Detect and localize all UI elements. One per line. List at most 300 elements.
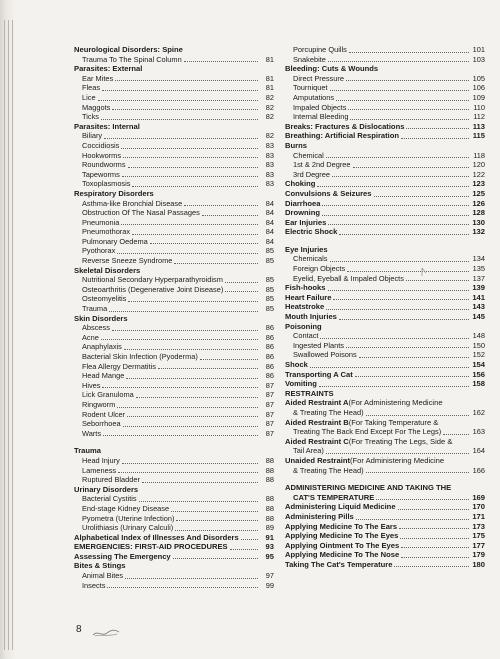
toc-section-heading: [74, 314, 274, 324]
toc-item: [74, 218, 274, 228]
dot-leader: [98, 100, 258, 101]
dot-leader: [330, 90, 469, 91]
toc-item: [74, 456, 274, 466]
dot-leader: [322, 205, 469, 206]
dot-leader: [399, 528, 469, 529]
dot-leader: [122, 176, 258, 177]
toc-item: [74, 523, 274, 533]
toc-page-number: 82: [265, 131, 274, 141]
toc-page-number: 88: [265, 494, 274, 504]
toc-entry-title: 1st & 2nd Degree: [293, 160, 351, 170]
toc-page-number: 171: [472, 511, 485, 521]
toc-section-heading: [285, 512, 485, 522]
toc-page-number: 173: [472, 521, 485, 531]
toc-entry-title: Trauma: [82, 304, 108, 314]
toc-item: [74, 581, 274, 591]
toc-item: [74, 141, 274, 151]
toc-page-number: 101: [472, 45, 485, 54]
toc-entry-title: Fish-hooks: [285, 283, 326, 293]
toc-page-number: 158: [472, 379, 485, 389]
toc-section-heading: [285, 131, 485, 141]
toc-entry-title: Administering Liquid Medicine: [285, 502, 396, 512]
dot-leader: [310, 367, 469, 368]
toc-item: [285, 341, 485, 351]
dot-leader: [112, 330, 258, 331]
toc-item: [74, 170, 274, 180]
toc-entry-title: Bleeding: Cuts & Wounds: [285, 64, 379, 74]
toc-page-number: 85: [265, 304, 274, 314]
dot-leader: [376, 499, 469, 500]
toc-page-number: 126: [472, 198, 485, 208]
dot-leader: [174, 263, 258, 264]
toc-page-number: 135: [472, 264, 485, 274]
toc-page-number: 170: [472, 502, 485, 512]
toc-item: [74, 429, 274, 439]
toc-page-number: 84: [265, 227, 274, 237]
toc-item: [285, 264, 485, 274]
toc-page-number: 86: [265, 342, 274, 352]
dot-leader: [401, 557, 469, 558]
toc-item: [74, 333, 274, 343]
dot-leader: [225, 291, 258, 292]
toc-section-heading: [74, 189, 274, 199]
toc-entry: [285, 398, 485, 408]
dot-leader: [328, 61, 469, 62]
dot-leader: [158, 368, 258, 369]
toc-entry-title: Foreign Objects: [293, 264, 346, 274]
toc-section-heading: [285, 541, 485, 551]
toc-section-heading: [285, 483, 485, 493]
toc-page-number: 84: [265, 217, 274, 227]
toc-entry-subtitle: Tail Area): [293, 446, 324, 456]
toc-entry-title: Biliary: [82, 131, 103, 141]
dot-leader: [125, 578, 258, 579]
toc-page-number: 156: [472, 369, 485, 379]
toc-entry-title: Parasites: External: [74, 64, 143, 74]
dot-leader: [241, 539, 258, 540]
toc-entry-title: Ringworm: [82, 399, 116, 409]
toc-entry-title: Roundworms: [82, 160, 126, 170]
toc-section-heading: [285, 283, 485, 293]
toc-section-heading: [285, 312, 485, 322]
toc-entry-title: Ear Injuries: [285, 217, 327, 227]
toc-section-heading: [285, 218, 485, 228]
toc-entry-subtitle: Treating The Back End Except For The Legs): [293, 427, 442, 437]
toc-entry: [285, 418, 485, 428]
toc-page-number: 88: [265, 513, 274, 523]
dot-leader: [353, 167, 469, 168]
toc-section-heading: [74, 561, 274, 571]
toc-entry-title: Nutritional Secondary Hyperparathyroidism: [82, 275, 223, 285]
toc-page-number: 85: [265, 256, 274, 266]
toc-item: [74, 352, 274, 362]
toc-item: [74, 494, 274, 504]
toc-entry-title: Heart Failure: [285, 292, 332, 302]
toc-entry-subtitle: & Treating The Head): [293, 465, 364, 475]
page-edge-line: [8, 20, 9, 650]
dot-leader: [115, 80, 258, 81]
toc-page-number: 125: [472, 188, 485, 198]
dot-leader: [184, 205, 258, 206]
toc-page-number: 87: [265, 390, 274, 400]
toc-entry-title: Aided Restraint A: [285, 398, 349, 408]
dot-leader: [333, 299, 469, 300]
toc-item: [74, 294, 274, 304]
dot-leader: [350, 119, 469, 120]
toc-page-number: 110: [473, 102, 485, 112]
toc-section-heading: [74, 552, 274, 562]
toc-entry-title: Alphabetical Index of Illnesses And Disorders: [74, 532, 239, 542]
toc-page-number: 84: [265, 236, 274, 246]
toc-page-number: 88: [265, 455, 274, 465]
toc-entry-title: Obstruction Of The Nasal Passages: [82, 208, 200, 218]
toc-section-heading: [285, 560, 485, 570]
dot-leader: [348, 109, 469, 110]
toc-entry-title: Ingested Plants: [293, 340, 344, 350]
toc-item: [285, 331, 485, 341]
toc-item: [74, 275, 274, 285]
toc-entry-title: Shock: [285, 360, 308, 369]
toc-page-number: 81: [265, 83, 274, 93]
dot-leader: [121, 224, 258, 225]
toc-entry-title: 3rd Degree: [293, 169, 330, 179]
dot-leader: [339, 234, 469, 235]
toc-page-number: 123: [472, 179, 485, 189]
toc-entry-title: Burns: [285, 140, 307, 150]
toc-page-number: 106: [472, 83, 485, 93]
section-gap: [285, 475, 485, 483]
toc-entry-title: Hives: [82, 380, 101, 390]
page-edge-line: [12, 20, 13, 650]
toc-entry-title: Toxoplasmosis: [82, 179, 131, 189]
toc-entry-title: Skeletal Disorders: [74, 265, 141, 275]
toc-item: [285, 274, 485, 284]
toc-item: [285, 74, 485, 84]
toc-entry-subtitle: (For Treating The Legs, Side &: [348, 436, 453, 446]
toc-entry-title: ADMINISTERING MEDICINE AND TAKING THE: [285, 483, 452, 493]
toc-section-heading: [285, 302, 485, 312]
dot-leader: [176, 520, 258, 521]
toc-section-heading: [74, 485, 274, 495]
toc-page-number: 88: [265, 503, 274, 513]
toc-item: [74, 504, 274, 514]
toc-section-heading: [74, 45, 274, 55]
toc-section-heading: [74, 446, 274, 456]
toc-page-number: 179: [472, 550, 485, 560]
toc-item: [74, 381, 274, 391]
toc-section-heading: [285, 502, 485, 512]
toc-page-number: 113: [472, 121, 485, 131]
toc-item: [285, 254, 485, 264]
dot-leader: [136, 397, 258, 398]
toc-entry-title: End-stage Kidney Disease: [82, 503, 170, 513]
toc-item: [285, 170, 485, 180]
toc-entry-title: Poisoning: [285, 321, 322, 331]
toc-item: [74, 246, 274, 256]
toc-item: [74, 103, 274, 113]
dot-leader: [107, 587, 258, 588]
toc-page-number: 145: [472, 312, 485, 322]
toc-page-number: 82: [265, 92, 274, 102]
dot-leader: [406, 280, 469, 281]
toc-page-number: 81: [265, 54, 274, 64]
toc-entry-title: Asthma-like Bronchial Disease: [82, 198, 183, 208]
toc-page-number: 93: [265, 542, 274, 552]
toc-entry-title: Osteomyelitis: [82, 294, 127, 304]
toc-page-number: 85: [265, 246, 274, 256]
toc-page-number: 137: [472, 273, 485, 283]
toc-page-number: 85: [265, 294, 274, 304]
toc-page-number: 87: [265, 428, 274, 438]
dot-leader: [173, 558, 258, 559]
dot-leader: [346, 80, 469, 81]
toc-entry-title: Rodent Ulcer: [82, 409, 126, 419]
toc-page-number: 86: [265, 323, 274, 333]
dot-leader: [332, 176, 469, 177]
toc-entry-title: Amputations: [293, 92, 335, 102]
toc-page-number: 88: [265, 465, 274, 475]
toc-entry-title: Applying Medicine To The Nose: [285, 550, 400, 560]
toc-entry-title: Animal Bites: [82, 571, 124, 581]
toc-entry-title: Parasites: Internal: [74, 121, 140, 131]
toc-entry-title: Fleas: [82, 83, 101, 93]
dot-leader: [128, 167, 258, 168]
dot-leader: [200, 359, 258, 360]
toc-item: [74, 410, 274, 420]
toc-page-number: 89: [265, 523, 274, 533]
dot-leader: [328, 224, 469, 225]
toc-page-number: 99: [265, 580, 274, 590]
toc-entry-title: Porcupine Quills: [293, 45, 347, 54]
toc-entry-title: Tourniquet: [293, 83, 328, 93]
toc-item: [74, 571, 274, 581]
toc-page-number: 118: [473, 150, 485, 160]
toc-item: [74, 419, 274, 429]
toc-page-number: 122: [472, 169, 485, 179]
toc-item: [285, 93, 485, 103]
dot-leader: [366, 415, 469, 416]
toc-entry-title: Snakebite: [293, 54, 326, 64]
toc-entry-title: Drowning: [285, 208, 321, 218]
toc-entry-title: Heatstroke: [285, 302, 325, 312]
dot-leader: [117, 407, 258, 408]
pen-scribble-mark: [92, 628, 120, 638]
toc-item: [285, 83, 485, 93]
dot-leader: [202, 215, 258, 216]
toc-entry-title: Vomiting: [285, 379, 317, 389]
dot-leader: [104, 138, 258, 139]
dot-leader: [336, 100, 469, 101]
dot-leader: [101, 119, 258, 120]
toc-item: [74, 237, 274, 247]
toc-page-number: 88: [265, 475, 274, 485]
dot-leader: [401, 547, 469, 548]
toc-entry-title: Insects: [82, 580, 106, 590]
toc-item: [74, 74, 274, 84]
toc-page-number: 139: [472, 283, 485, 293]
dot-leader: [355, 376, 469, 377]
toc-page-number: 85: [265, 275, 274, 285]
toc-page-number: 112: [473, 112, 485, 122]
toc-entry-title: Urinary Disorders: [74, 484, 139, 494]
toc-section-heading: [74, 64, 274, 74]
toc-item: [74, 160, 274, 170]
toc-entry-title: Head Injury: [82, 455, 120, 465]
toc-page-number: 163: [472, 427, 485, 437]
toc-item: [74, 390, 274, 400]
toc-entry-title: Skin Disorders: [74, 313, 128, 323]
toc-entry-title: Lick Granuloma: [82, 390, 134, 400]
toc-entry-title: Unaided Restraint: [285, 455, 350, 465]
toc-page-number: 85: [265, 284, 274, 294]
toc-entry-title: Pyothorax: [82, 246, 116, 256]
toc-section-heading: [285, 531, 485, 541]
toc-entry-title: Ticks: [82, 112, 99, 122]
toc-page-number: 84: [265, 208, 274, 218]
toc-item: [74, 83, 274, 93]
toc-entry-title: Coccidiosis: [82, 140, 120, 150]
dot-leader: [127, 416, 258, 417]
toc-entry-title: Chemical: [293, 150, 324, 160]
toc-page-number: 82: [265, 112, 274, 122]
toc-entry-title: Osteoarthritis (Degenerative Joint Disease): [82, 284, 224, 294]
toc-page-number: 180: [472, 559, 485, 569]
dot-leader: [123, 157, 258, 158]
toc-page-number: 86: [265, 371, 274, 381]
toc-entry-title: Pneumonia: [82, 217, 120, 227]
dot-leader: [394, 566, 469, 567]
contents-column-left: [74, 45, 274, 590]
dot-leader: [171, 511, 258, 512]
toc-entry-title: Chemicals: [293, 254, 328, 264]
toc-entry-title: Trauma: [74, 446, 102, 456]
toc-entry-title: Administering Pills: [285, 511, 354, 521]
toc-entry-title: Head Mange: [82, 371, 125, 381]
toc-entry-subtitle: (For Administering Medicine: [348, 398, 443, 408]
contents-column-right: [285, 45, 485, 569]
toc-entry-title: Maggots: [82, 102, 111, 112]
dot-leader: [118, 472, 258, 473]
toc-page-number: 134: [472, 254, 485, 264]
toc-entry-title: Hookworms: [82, 150, 122, 160]
dot-leader: [101, 339, 258, 340]
toc-item: [74, 475, 274, 485]
dot-leader: [347, 271, 469, 272]
toc-entry: [285, 456, 485, 466]
toc-section-heading: [285, 189, 485, 199]
dot-leader: [339, 319, 469, 320]
toc-entry-continuation: [285, 427, 485, 437]
toc-item: [74, 323, 274, 333]
toc-page-number: 105: [472, 73, 485, 83]
dot-leader: [317, 186, 469, 187]
toc-entry-title: Pneumothorax: [82, 227, 131, 237]
dot-leader: [102, 90, 258, 91]
dot-leader: [132, 186, 258, 187]
toc-page-number: 166: [472, 465, 485, 475]
toc-entry-title: Respiratory Disorders: [74, 188, 154, 198]
toc-entry-title: Ear Mites: [82, 73, 114, 83]
toc-entry-title: Electric Shock: [285, 227, 338, 237]
dot-leader: [123, 426, 258, 427]
dot-leader: [175, 530, 258, 531]
toc-entry-title: Mouth Injuries: [285, 312, 337, 322]
toc-page-number: 86: [265, 332, 274, 342]
toc-section-heading: [285, 370, 485, 380]
dot-leader: [328, 290, 469, 291]
toc-entry-title: Diarrhoea: [285, 198, 321, 208]
dot-leader: [121, 148, 258, 149]
dot-leader: [326, 309, 469, 310]
toc-section-heading: [285, 208, 485, 218]
dot-leader: [109, 311, 258, 312]
toc-page-number: 87: [265, 419, 274, 429]
dot-leader: [117, 253, 258, 254]
toc-entry-title: Seborrhoea: [82, 419, 121, 429]
toc-entry-title: Taking The Cat's Temperature: [285, 559, 393, 569]
toc-page-number: 83: [265, 169, 274, 179]
toc-item: [74, 131, 274, 141]
toc-page-number: 87: [265, 399, 274, 409]
toc-entry-title: Assessing The Emergency: [74, 551, 171, 561]
toc-entry-title: Acne: [82, 332, 99, 342]
toc-section-heading: [74, 542, 274, 552]
toc-entry-title: Aided Restraint B: [285, 417, 349, 427]
toc-item: [74, 199, 274, 209]
dot-leader: [128, 301, 258, 302]
toc-entry-subtitle: (For Administering Medicine: [349, 455, 445, 465]
dot-leader: [406, 128, 469, 129]
toc-entry-title: Contact: [293, 331, 319, 341]
toc-section-heading: [285, 199, 485, 209]
toc-entry-title: Trauma To The Spinal Column: [82, 54, 182, 64]
toc-entry-title: Bacterial Cystitis: [82, 494, 137, 504]
toc-entry-title: Anaphylaxis: [82, 342, 122, 352]
toc-section-heading: [285, 179, 485, 189]
toc-item: [285, 350, 485, 360]
toc-item: [74, 514, 274, 524]
toc-item: [285, 112, 485, 122]
toc-section-heading: [74, 266, 274, 276]
toc-entry-title: Breathing: Artificial Respiration: [285, 131, 400, 141]
toc-entry-continuation: [285, 446, 485, 456]
toc-item: [74, 342, 274, 352]
toc-page-number: 103: [472, 54, 485, 64]
toc-section-heading: [285, 141, 485, 151]
toc-section-heading: [285, 245, 485, 255]
toc-page-number: 169: [472, 492, 485, 502]
toc-item: [74, 304, 274, 314]
toc-item: [285, 160, 485, 170]
dot-leader: [112, 109, 258, 110]
toc-entry-title: Internal Bleeding: [293, 112, 349, 122]
toc-page-number: 86: [265, 361, 274, 371]
toc-page-number: 91: [265, 532, 274, 542]
toc-section-heading: [285, 389, 485, 399]
toc-page-number: 175: [472, 531, 485, 541]
dot-leader: [122, 463, 258, 464]
toc-section-heading: [74, 533, 274, 543]
toc-entry-title: Eye Injuries: [285, 244, 328, 254]
toc-page-number: 152: [472, 350, 485, 360]
dot-leader: [326, 157, 469, 158]
toc-page-number: 81: [265, 73, 274, 83]
toc-entry-title: Flea Allergy Dermatitis: [82, 361, 156, 371]
toc-item: [74, 227, 274, 237]
toc-page-number: 128: [472, 208, 485, 218]
toc-page-number: 164: [472, 446, 485, 456]
toc-entry-title: Warts: [82, 428, 102, 438]
